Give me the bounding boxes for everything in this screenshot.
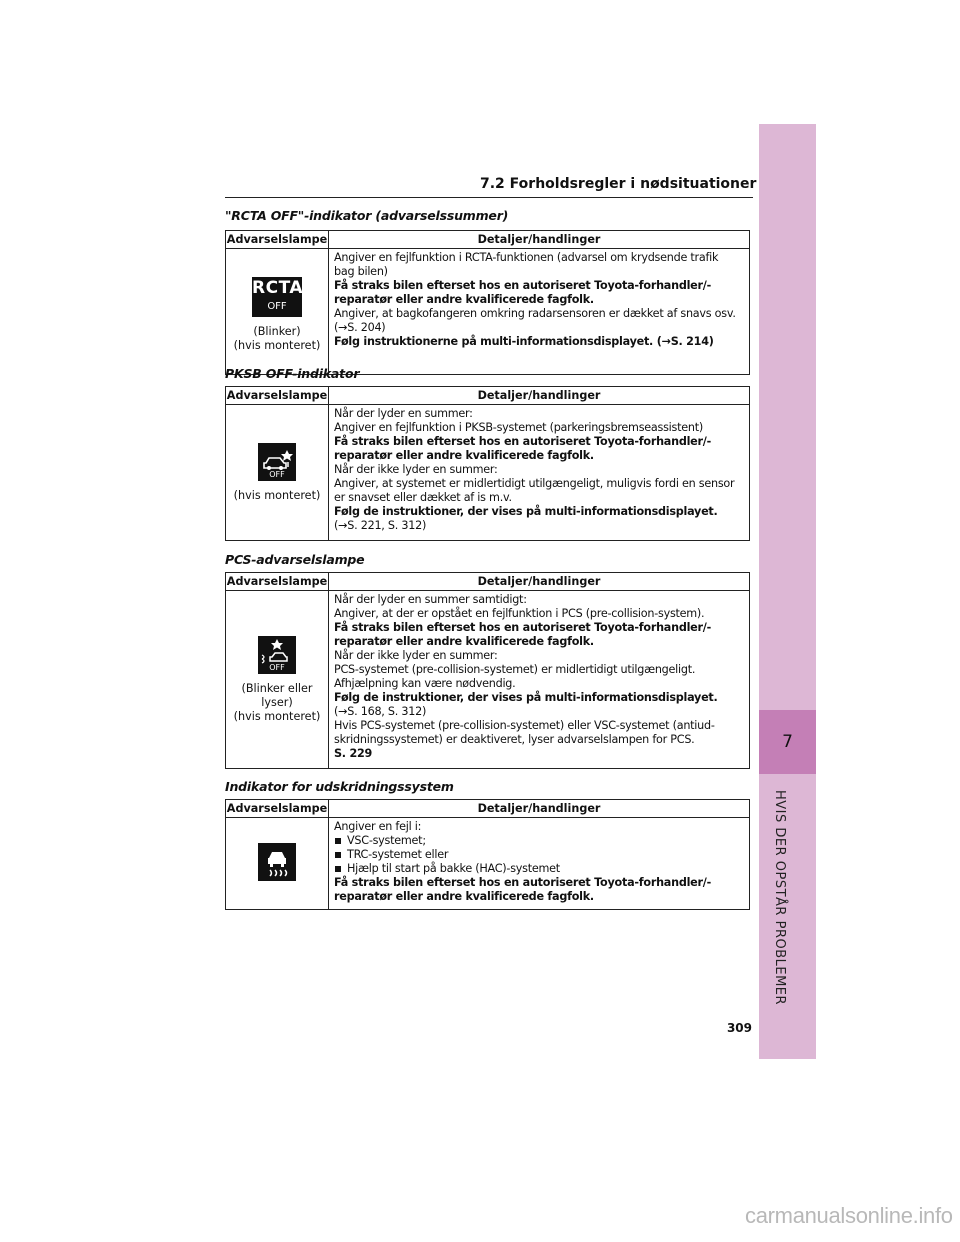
lamp-caption: (hvis monteret) [233, 488, 321, 502]
detail-line: bag bilen) [334, 265, 388, 278]
detail-line: Følg de instruktioner, der vises på multi-informationsdisplayet. [334, 691, 718, 704]
detail-line: (→S. 204) [334, 321, 386, 334]
chapter-side-title: HVIS DER OPSTÅR PROBLEMER [772, 790, 787, 1006]
detail-line: Angiver, at systemet er midlertidigt utilgængeligt, muligvis fordi en sensor [334, 477, 735, 490]
details-cell [329, 591, 750, 769]
chapter-side-tab [759, 124, 816, 1059]
pcs-table [225, 572, 750, 769]
detail-line: Angiver en fejl i: [334, 820, 422, 833]
section-title-pksb: PKSB OFF-indikator [225, 366, 360, 381]
header-divider [225, 197, 753, 198]
details-cell [329, 818, 750, 910]
detail-line: Hvis PCS-systemet (pre-collision-systemet) eller VSC-systemet (antiud- [334, 719, 715, 732]
detail-line: Når der lyder en summer samtidigt: [334, 593, 527, 606]
section-title-rcta: "RCTA OFF"-indikator (advarselssummer) [225, 208, 509, 223]
slip-table [225, 799, 750, 910]
details-column-header: Detaljer/handlinger [329, 800, 750, 818]
lamp-cell [226, 591, 329, 769]
pcs-icon-off-text: OFF [269, 662, 285, 672]
lamp-column-header: Advarselslampe [226, 231, 329, 249]
bullet-text: Hjælp til start på bakke (HAC)-systemet [347, 862, 560, 875]
pksb-off-icon [258, 443, 296, 481]
lamp-column-header: Advarselslampe [226, 387, 329, 405]
details-column-header: Detaljer/handlinger [329, 231, 750, 249]
detail-line: Få straks bilen efterset hos en autoriseret Toyota-forhandler/- [334, 876, 711, 889]
detail-line: reparatør eller andre kvalificerede fagfolk. [334, 635, 594, 648]
detail-line: Afhjælpning kan være nødvendig. [334, 677, 516, 690]
pcs-warning-icon [258, 636, 296, 674]
detail-line: reparatør eller andre kvalificerede fagfolk. [334, 293, 594, 306]
slip-indicator-icon [258, 843, 296, 881]
bullet-text: TRC-systemet eller [347, 848, 449, 861]
section-title-slip: Indikator for udskridningssystem [225, 779, 454, 794]
detail-line: (→S. 221, S. 312) [334, 519, 427, 532]
rcta-icon-off-text: OFF [267, 300, 287, 312]
lamp-column-header: Advarselslampe [226, 573, 329, 591]
lamp-cell [226, 249, 329, 375]
details-column-header: Detaljer/handlinger [329, 387, 750, 405]
watermark: carmanualsonline.info [745, 1203, 953, 1228]
bullet-icon [335, 852, 341, 858]
lamp-column-header: Advarselslampe [226, 800, 329, 818]
detail-line: (→S. 168, S. 312) [334, 705, 427, 718]
details-cell [329, 249, 750, 375]
detail-line: reparatør eller andre kvalificerede fagfolk. [334, 449, 594, 462]
lamp-cell [226, 405, 329, 541]
detail-line: Følg instruktionerne på multi-informationsdisplayet. (→S. 214) [334, 335, 714, 348]
lamp-caption: (Blinker eller lyser) (hvis monteret) [233, 681, 321, 723]
details-cell [329, 405, 750, 541]
bullet-text: VSC-systemet; [347, 834, 426, 847]
detail-line: S. 229 [334, 747, 373, 760]
pksb-table [225, 386, 750, 541]
detail-line: Angiver, at bagkofangeren omkring radarsensoren er dækket af snavs osv. [334, 307, 736, 320]
lamp-cell [226, 818, 329, 910]
bullet-icon [335, 838, 341, 844]
detail-line: Når der lyder en summer: [334, 407, 473, 420]
detail-line: Når der ikke lyder en summer: [334, 649, 498, 662]
detail-line: skridningssystemet) er deaktiveret, lyser advarselslampen for PCS. [334, 733, 695, 746]
detail-line: Når der ikke lyder en summer: [334, 463, 498, 476]
pksb-icon-off-text: OFF [269, 469, 285, 479]
detail-line: Få straks bilen efterset hos en autoriseret Toyota-forhandler/- [334, 435, 711, 448]
skidding-car-icon [258, 843, 296, 881]
chapter-number-tab: 7 [759, 710, 816, 774]
detail-bullet-line [334, 848, 743, 862]
detail-line: Få straks bilen efterset hos en autoriseret Toyota-forhandler/- [334, 279, 711, 292]
detail-bullet-line [334, 862, 743, 876]
page-number: 309 [726, 1021, 752, 1035]
rcta-icon-text: RCTA [252, 277, 303, 298]
detail-line: er snavset eller dækket af is m.v. [334, 491, 512, 504]
detail-line: Angiver en fejlfunktion i PKSB-systemet (parkeringsbremseassistent) [334, 421, 703, 434]
bullet-icon [335, 866, 341, 872]
lamp-caption: (Blinker) (hvis monteret) [233, 324, 321, 352]
chapter-header: 7.2 Forholdsregler i nødsituationer [480, 176, 757, 192]
detail-line: Følg de instruktioner, der vises på multi-informationsdisplayet. [334, 505, 718, 518]
detail-bullet-line [334, 834, 743, 848]
detail-line: reparatør eller andre kvalificerede fagfolk. [334, 890, 594, 903]
rcta-table [225, 230, 750, 375]
rcta-off-icon [252, 277, 302, 317]
detail-line: PCS-systemet (pre-collision-systemet) er midlertidigt utilgængeligt. [334, 663, 696, 676]
section-title-pcs: PCS-advarselslampe [225, 552, 365, 567]
detail-line: Få straks bilen efterset hos en autoriseret Toyota-forhandler/- [334, 621, 711, 634]
details-column-header: Detaljer/handlinger [329, 573, 750, 591]
detail-line: Angiver, at der er opstået en fejlfunktion i PCS (pre-collision-system). [334, 607, 705, 620]
detail-line: Angiver en fejlfunktion i RCTA-funktionen (advarsel om krydsende trafik [334, 251, 719, 264]
